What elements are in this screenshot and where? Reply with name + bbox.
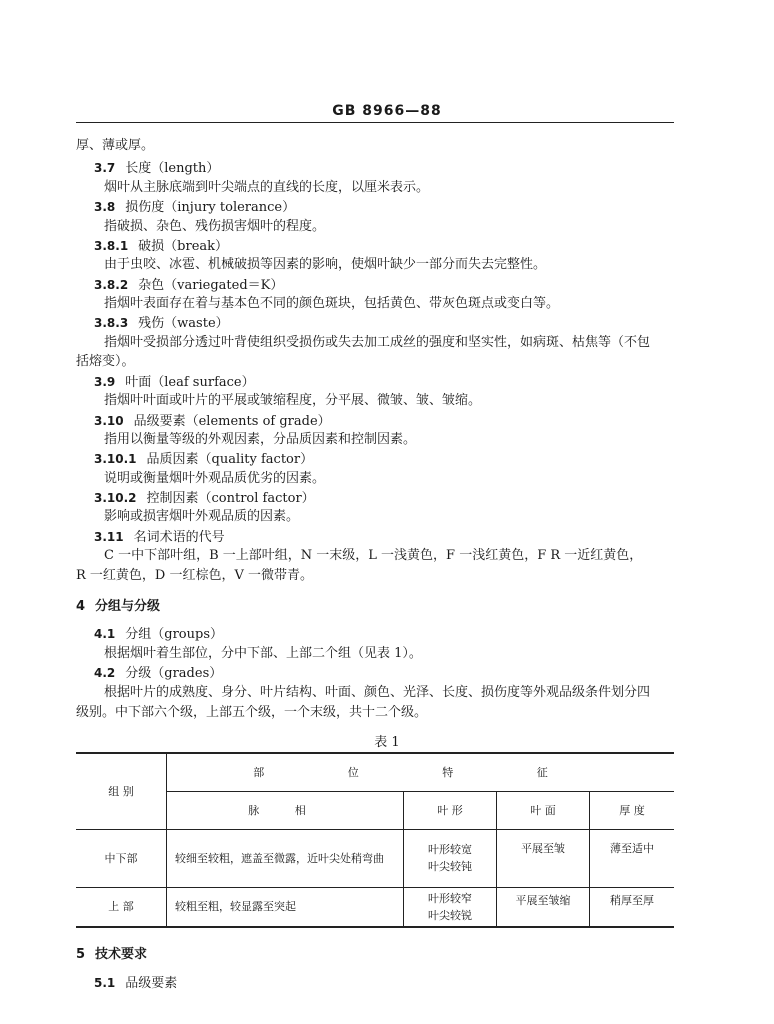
shape-line: 叶尖较锐 (428, 908, 472, 922)
clause-title: 损伤度（injury tolerance） (125, 200, 296, 215)
shape-line: 叶形较宽 (428, 843, 472, 856)
clause-title: 分级（grades） (125, 666, 223, 681)
clause-3-10-1-text: 说明或衡量烟叶外观品质优劣的因素。 (104, 471, 326, 486)
features-header: 部 位 特 征 (167, 753, 675, 791)
clause-3-8-text: 指破损、杂色、残伤损害烟叶的程度。 (104, 219, 326, 234)
clause-title: 控制因素（control factor） (146, 491, 315, 506)
clause-4-2 (94, 665, 222, 682)
table-header-row (76, 753, 674, 791)
surface-cell: 平展至皱缩 (497, 887, 590, 927)
header-rule (76, 122, 674, 123)
clause-title: 品级要素（elements of grade） (133, 414, 331, 429)
clause-number: 3.8.3 (94, 316, 129, 330)
surface-cell: 平展至皱 (497, 829, 590, 887)
clause-5-1 (94, 975, 177, 992)
clause-number: 3.9 (94, 375, 116, 389)
clause-3-10-1 (94, 451, 313, 468)
clause-3-9-text: 指烟叶叶面或叶片的平展或皱缩程度，分平展、微皱、皱、皱缩。 (104, 393, 482, 408)
shape-line: 叶尖较钝 (428, 860, 472, 873)
clause-title: 名词术语的代号 (133, 530, 225, 545)
clause-4-1 (94, 626, 223, 643)
clause-3-8-3-text-cont: 括熔变）。 (76, 354, 135, 369)
thickness-cell: 薄至适中 (590, 829, 675, 887)
clause-number: 3.10.1 (94, 452, 137, 466)
shape-cell (404, 829, 497, 887)
clause-title: 杂色（variegated＝K） (138, 278, 284, 293)
surface-header: 叶 面 (497, 791, 590, 829)
clause-3-8-2-text: 指烟叶表面存在着与基本色不同的颜色斑块，包括黄色、带灰色斑点或变白等。 (104, 296, 560, 311)
clause-3-10 (94, 413, 331, 430)
clause-number: 3.8.1 (94, 239, 129, 253)
clause-number: 3.10.2 (94, 491, 137, 505)
clause-number: 3.10 (94, 414, 124, 428)
clause-title: 品级要素 (125, 976, 178, 991)
clause-3-7 (94, 160, 219, 177)
table-subheader-row (76, 791, 674, 829)
continuation-text: 厚、薄或厚。 (76, 138, 155, 153)
clause-number: 5.1 (94, 976, 116, 990)
clause-number: 4.1 (94, 627, 116, 641)
grouping-table (76, 752, 674, 928)
clause-3-8 (94, 199, 295, 216)
group-cell: 中下部 (76, 829, 167, 887)
clause-3-8-1 (94, 238, 228, 255)
vein-cell: 较细至较粗，遮盖至微露，近叶尖处稍弯曲 (167, 829, 404, 887)
clause-3-11 (94, 529, 225, 546)
table-caption: 表 1 (374, 735, 400, 750)
clause-4-2-text-cont: 级别。中下部六个级，上部五个级，一个末级，共十二个级。 (76, 705, 428, 720)
vein-cell: 较粗至粗，较显露至突起 (167, 887, 404, 927)
clause-number: 3.8 (94, 200, 116, 214)
clause-3-8-3-text: 指烟叶受损部分透过叶背使组织受损伤或失去加工成丝的强度和坚实性，如病斑、枯焦等（不包 (104, 335, 651, 350)
clause-3-11-text: C 一中下部叶组，B 一上部叶组，N 一末级，L 一浅黄色，F 一浅红黄色，F R 一近红黄色， (104, 548, 643, 563)
clause-3-10-2 (94, 490, 315, 507)
clause-number: 3.11 (94, 530, 124, 544)
table-row (76, 887, 674, 927)
clause-3-7-text: 烟叶从主脉底端到叶尖端点的直线的长度，以厘米表示。 (104, 180, 430, 195)
clause-title: 分组（groups） (125, 627, 223, 642)
clause-4-2-text: 根据叶片的成熟度、身分、叶片结构、叶面、颜色、光泽、长度、损伤度等外观品级条件划分四 (104, 685, 651, 700)
shape-line: 叶形较窄 (428, 891, 472, 905)
section-title: 分组与分级 (95, 599, 161, 614)
clause-number: 3.8.2 (94, 278, 129, 292)
standard-code: GB 8966—88 (332, 103, 442, 119)
clause-3-9 (94, 374, 255, 391)
clause-title: 叶面（leaf surface） (125, 375, 255, 390)
clause-3-10-text: 指用以衡量等级的外观因素，分品质因素和控制因素。 (104, 432, 417, 447)
shape-cell (404, 887, 497, 927)
clause-title: 残伤（waste） (138, 316, 229, 331)
clause-3-10-2-text: 影响或损害烟叶外观品质的因素。 (104, 509, 300, 524)
group-cell: 上 部 (76, 887, 167, 927)
clause-4-1-text: 根据烟叶着生部位，分中下部、上部二个组（见表 1）。 (104, 646, 422, 661)
vein-header: 脉 相 (167, 791, 404, 829)
clause-number: 4.2 (94, 666, 116, 680)
clause-title: 长度（length） (125, 161, 220, 176)
clause-3-8-1-text: 由于虫咬、冰雹、机械破损等因素的影响，使烟叶缺少一部分而失去完整性。 (104, 257, 547, 272)
thickness-cell: 稍厚至厚 (590, 887, 675, 927)
shape-header: 叶 形 (404, 791, 497, 829)
clause-title: 破损（break） (138, 239, 229, 254)
clause-3-11-text-cont: R 一红黄色，D 一红棕色，V 一微带青。 (76, 568, 313, 583)
clause-3-8-2 (94, 277, 283, 294)
section-5-heading (76, 947, 147, 963)
section-4-heading (76, 599, 160, 615)
table-row (76, 829, 674, 887)
section-number: 5 (76, 947, 86, 962)
section-title: 技术要求 (95, 947, 148, 962)
group-header: 组 别 (76, 753, 167, 829)
clause-title: 品质因素（quality factor） (146, 452, 314, 467)
clause-number: 3.7 (94, 161, 116, 175)
clause-3-8-3 (94, 315, 229, 332)
section-number: 4 (76, 599, 86, 614)
thickness-header: 厚 度 (590, 791, 675, 829)
